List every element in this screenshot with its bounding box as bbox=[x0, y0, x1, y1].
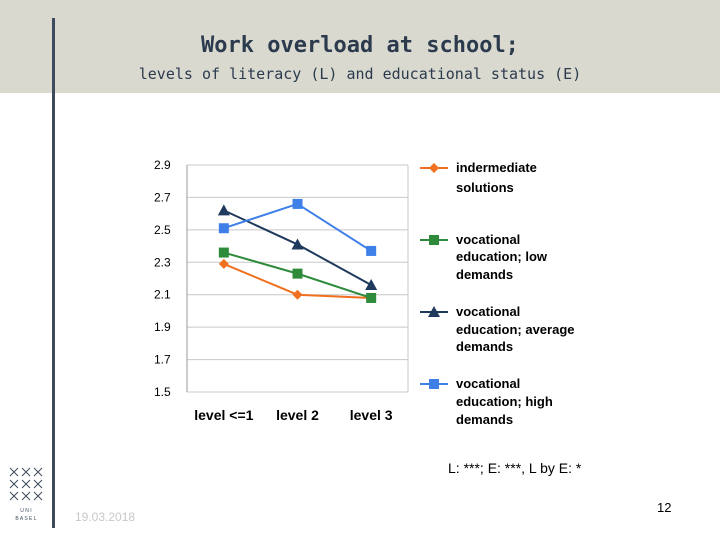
data-point bbox=[366, 246, 376, 256]
y-tick-label: 2.3 bbox=[154, 255, 171, 270]
legend-marker bbox=[429, 163, 439, 173]
legend-label: vocational education; average demands bbox=[456, 304, 575, 354]
svg-text:U N I: U N I bbox=[20, 508, 32, 514]
slide-date: 19.03.2018 bbox=[75, 510, 136, 524]
x-tick-label: level 3 bbox=[349, 407, 393, 423]
vertical-rule bbox=[52, 18, 55, 528]
y-tick-label: 2.5 bbox=[154, 222, 171, 237]
x-tick-label: level 2 bbox=[276, 407, 319, 423]
chart-area bbox=[145, 150, 620, 440]
data-point bbox=[218, 204, 230, 215]
y-tick-label: 2.9 bbox=[154, 158, 171, 172]
page-number: 12 bbox=[657, 500, 672, 515]
x-tick-label: level <=1 bbox=[194, 407, 254, 423]
y-tick-label: 1.7 bbox=[154, 352, 171, 367]
y-tick-label: 2.1 bbox=[154, 287, 171, 302]
significance-note: L: ***; E: ***, L by E: * bbox=[448, 460, 582, 476]
data-point bbox=[293, 199, 303, 209]
data-point bbox=[219, 259, 229, 269]
data-point bbox=[366, 293, 376, 303]
data-point bbox=[219, 248, 229, 258]
data-point bbox=[293, 269, 303, 279]
legend-marker bbox=[429, 235, 439, 245]
legend-label: vocational education; low demands bbox=[456, 232, 547, 282]
legend-label: vocational education; high demands bbox=[456, 376, 553, 427]
legend-label: indermediate solutions bbox=[456, 160, 537, 195]
data-point bbox=[293, 290, 303, 300]
svg-text:B A S E L: B A S E L bbox=[15, 516, 37, 522]
legend-marker bbox=[429, 379, 439, 389]
university-logo bbox=[6, 462, 46, 526]
slide-title: Work overload at school; bbox=[201, 33, 519, 58]
data-point bbox=[219, 223, 229, 233]
slide-subtitle: levels of literacy (L) and educational status (E) bbox=[138, 65, 582, 83]
y-tick-label: 1.9 bbox=[154, 320, 171, 335]
line-chart bbox=[145, 150, 620, 440]
data-point bbox=[292, 238, 304, 249]
data-point bbox=[365, 279, 377, 290]
y-tick-label: 1.5 bbox=[154, 385, 171, 399]
y-tick-label: 2.7 bbox=[154, 190, 171, 205]
